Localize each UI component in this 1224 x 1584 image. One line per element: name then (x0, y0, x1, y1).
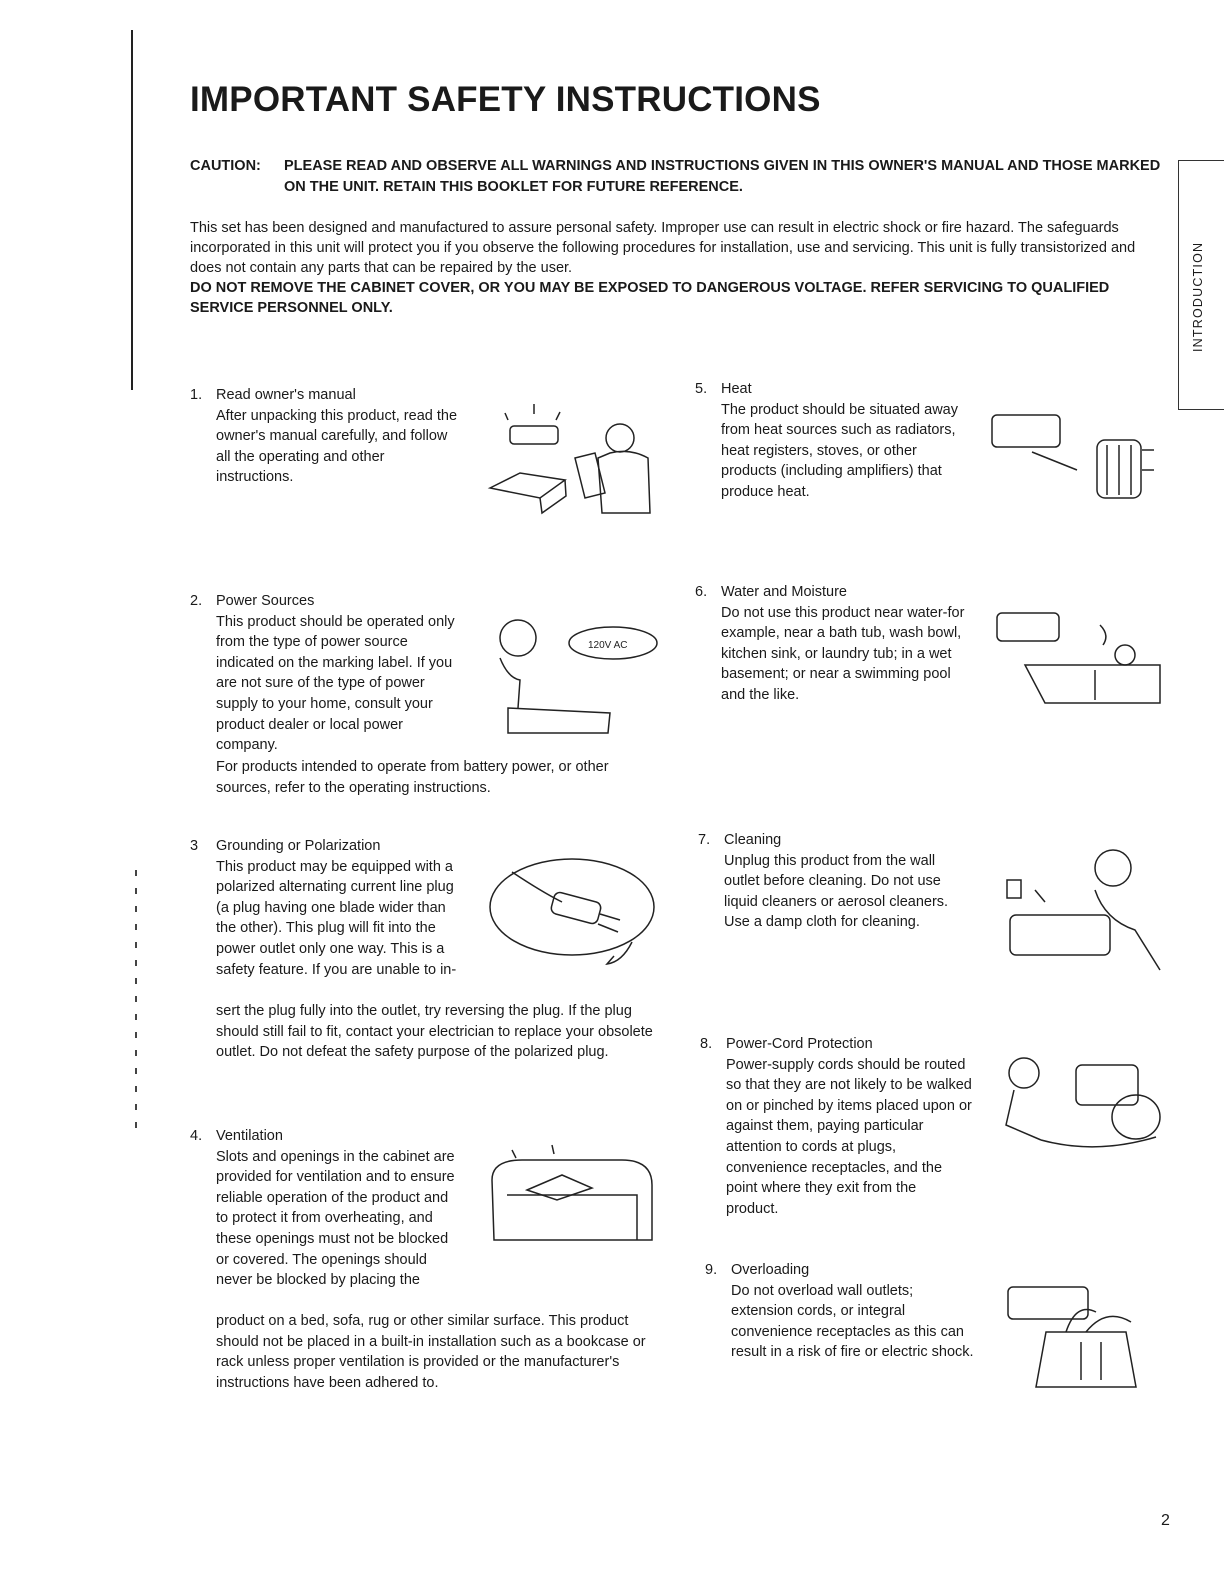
instruction-item-4-continued (216, 1311, 666, 1393)
page-title: IMPORTANT SAFETY INSTRUCTIONS (190, 80, 821, 119)
item-heading: Water and Moisture (721, 584, 847, 600)
item-body-a: Slots and openings in the cabinet are provided for ventilation and to ensure reliable operation of the product and to protect it from overheating, and these openings must not be blocked or covered. The openings should never be blocked by placing the (216, 1148, 455, 1289)
water-moisture-illustration (985, 595, 1165, 707)
power-cord-illustration (996, 1045, 1168, 1157)
item-number: 6. (695, 584, 708, 600)
item-heading: Ventilation (216, 1128, 283, 1144)
item-body: Power-supply cords should be routed so that they are not likely to be walked on or pinched by items placed upon or against them, paying particular attention to cords at plugs, convenience receptacles, and the point where they exit from the product. (726, 1056, 972, 1217)
item-body-b: sert the plug fully into the outlet, try reversing the plug. If the plug should still fail to fit, contact your electrician to replace your obsolete outlet. Do not defeat the safety purpose of the polarized plug. (216, 1003, 653, 1061)
item-body-a: This product should be operated only from the type of power source indicated on the marking label. If you are not sure of the type of power supply to your home, consult your product dealer or local power company. (216, 613, 455, 754)
intro-warning: DO NOT REMOVE THE CABINET COVER, OR YOU MAY BE EXPOSED TO DANGEROUS VOLTAGE. REFER SERVICING TO QUALIFIED SERVICE PERSONNEL ONLY. (190, 280, 1110, 316)
item-body-a: This product may be equipped with a polarized alternating current line plug (a plug having one blade wider than the other). This plug will fit into the power outlet only one way. This is a safety feature. If you are unable to in- (216, 858, 457, 978)
binder-dots (135, 870, 137, 1140)
polarized-plug-illustration (482, 852, 658, 978)
item-heading: Power Sources (216, 593, 315, 609)
item-number: 9. (705, 1262, 718, 1278)
item-body: Do not use this product near water-for example, near a bath tub, wash bowl, kitchen sink, or laundry tub; in a wet basement; or near a swimming pool and the like. (721, 604, 965, 703)
item-body: After unpacking this product, read the owner's manual carefully, and follow all the operating and other instructions. (216, 407, 458, 486)
intro-block (190, 218, 1165, 318)
instruction-item-1 (190, 385, 462, 488)
instruction-item-2-continued (216, 757, 666, 798)
instruction-item-3-continued (216, 1001, 666, 1063)
item-number: 3 (190, 838, 199, 854)
instruction-item-6 (695, 582, 967, 706)
caution-block (190, 156, 1165, 198)
item-heading: Overloading (731, 1262, 810, 1278)
item-number: 4. (190, 1128, 203, 1144)
item-number: 2. (190, 593, 203, 609)
instruction-item-9 (705, 1260, 977, 1363)
instruction-item-4 (190, 1126, 462, 1291)
instruction-item-3 (190, 836, 462, 980)
cleaning-illustration (995, 840, 1165, 975)
item-number: 5. (695, 381, 708, 397)
item-heading: Read owner's manual (216, 387, 356, 403)
item-body: The product should be situated away from heat sources such as radiators, heat registers, stoves, or other products (including amplifiers) that produce heat. (721, 401, 958, 500)
instruction-item-7 (698, 830, 970, 933)
item-body: Do not overload wall outlets; extension cords, or integral convenience receptacles as this can result in a risk of fire or electric shock. (731, 1282, 974, 1361)
caution-label: CAUTION: (190, 158, 261, 174)
heat-illustration (982, 390, 1162, 505)
page-number: 2 (1161, 1512, 1170, 1529)
item-number: 7. (698, 832, 711, 848)
owner-manual-illustration (480, 398, 660, 518)
binder-line (131, 30, 133, 390)
overloading-illustration (996, 1272, 1166, 1392)
intro-paragraph: This set has been designed and manufactured to assure personal safety. Improper use can result in electric shock or fire hazard. The safeguards incorporated in this unit will protect you if you observe the following procedures for installation, use and servicing. This unit is fully transistorized and does not contain any parts that can be repaired by the user. (190, 220, 1136, 276)
item-body: Unplug this product from the wall outlet before cleaning. Do not use liquid cleaners or aerosol cleaners. Use a damp cloth for cleaning. (724, 852, 949, 931)
instruction-item-5 (695, 379, 967, 503)
item-number: 1. (190, 387, 203, 403)
item-body-b: product on a bed, sofa, rug or other similar surface. This product should not be placed in a built-in installation such as a bookcase or rack unless proper ventilation is provided or the manufacturer's instructions have been adhered to. (216, 1313, 646, 1391)
caution-text: PLEASE READ AND OBSERVE ALL WARNINGS AND INSTRUCTIONS GIVEN IN THIS OWNER'S MANUAL AND THOSE MARKED ON THE UNIT. RETAIN THIS BOOKLET FOR FUTURE REFERENCE. (284, 158, 1161, 195)
power-source-illustration (478, 608, 668, 743)
instruction-item-8 (700, 1034, 972, 1219)
item-heading: Power-Cord Protection (726, 1036, 873, 1052)
item-heading: Grounding or Polarization (216, 838, 381, 854)
section-tab-label: INTRODUCTION (1191, 241, 1205, 352)
item-heading: Heat (721, 381, 752, 397)
item-number: 8. (700, 1036, 713, 1052)
ventilation-illustration (482, 1140, 660, 1252)
item-body-b: For products intended to operate from battery power, or other sources, refer to the operating instructions. (216, 759, 609, 796)
power-label: 120V AC (588, 640, 628, 651)
item-heading: Cleaning (724, 832, 782, 848)
